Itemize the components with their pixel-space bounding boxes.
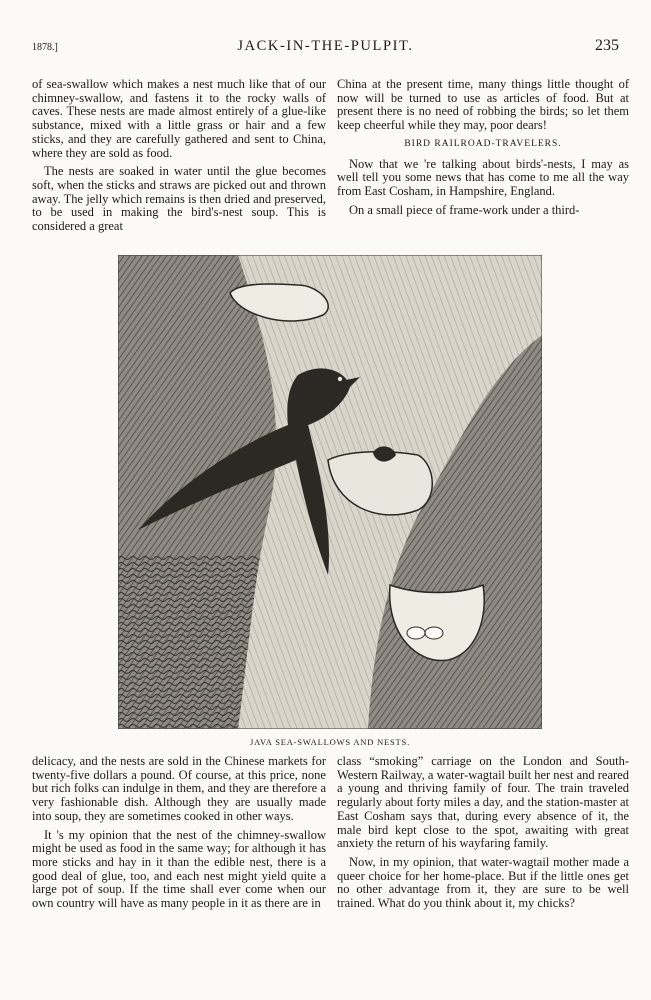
paragraph: Now, in my opinion, that water-wagtail mother made a queer choice for her home-place. But if the little ones get no other advantage from it, they are sure to be well trained. What do you think about it, my chicks? bbox=[337, 854, 629, 911]
column-top-right bbox=[337, 78, 629, 222]
swallow-engraving bbox=[118, 255, 542, 729]
magazine-section-title: JACK-IN-THE-PULPIT. bbox=[237, 38, 414, 54]
paragraph: It 's my opinion that the nest of the chimney-swallow might be used as food in the same way; for although it has more sticks and hay in it than the edible nest, there is a good deal of glue, too, and each nest might yield quite a large pot of soup. If the time shall ever come when our own country will have as many people in it as there are in bbox=[32, 827, 326, 911]
figure-caption: JAVA SEA-SWALLOWS AND NESTS. bbox=[250, 737, 410, 747]
issue-year: 1878.] bbox=[32, 42, 58, 53]
column-top-left bbox=[32, 78, 326, 239]
paragraph: The nests are soaked in water until the glue becomes soft, when the sticks and straws are picked out and thrown away. The jelly which remains is then dried and preserved, to be used in making the bird's-nest soup. This is considered a great bbox=[32, 164, 326, 234]
paragraph: On a small piece of frame-work under a third- bbox=[349, 202, 580, 217]
page-number: 235 bbox=[595, 37, 619, 54]
paragraph: Now that we 're talking about birds'-nests, I may as well tell you some news that has come to me all the way from East Cosham, in Hampshire, England. bbox=[337, 156, 629, 198]
column-bottom-right bbox=[337, 755, 629, 916]
engraving-illustration bbox=[118, 255, 542, 729]
running-header bbox=[32, 38, 619, 58]
paragraph: China at the present time, many things little thought of now will be turned to use as articles of food. But at present there is no need of robbing the birds; so let them keep cheerful while they may, poor dears! bbox=[337, 77, 629, 133]
column-bottom-left bbox=[32, 755, 326, 916]
section-heading: BIRD RAILROAD-TRAVELERS. bbox=[404, 138, 562, 149]
paragraph: class “smoking” carriage on the London and South-Western Railway, a water-wagtail built her nest and reared a young and thriving family of four. The train traveled regularly about forty miles a day, and the station-master at East Cosham says that, during every absence of it, the male bird kept close to the spot, awaiting with great anxiety the return of his wayfaring family. bbox=[337, 754, 629, 851]
paragraph: of sea-swallow which makes a nest much like that of our chimney-swallow, and fastens it to the rocky walls of caves. These nests are made almost entirely of a glue-like substance, mixed with a little grass or hair and a few sticks, and they are carefully gathered and sent to China, where they are sold as food. bbox=[32, 77, 326, 160]
paragraph: delicacy, and the nests are sold in the Chinese markets for twenty-five dollars a pound. Of course, at this price, none but rich folks can indulge in them, and they are therefore a very fashionable dish. Although they are usually made into soup, they are sometimes cooked in other ways. bbox=[32, 754, 326, 823]
